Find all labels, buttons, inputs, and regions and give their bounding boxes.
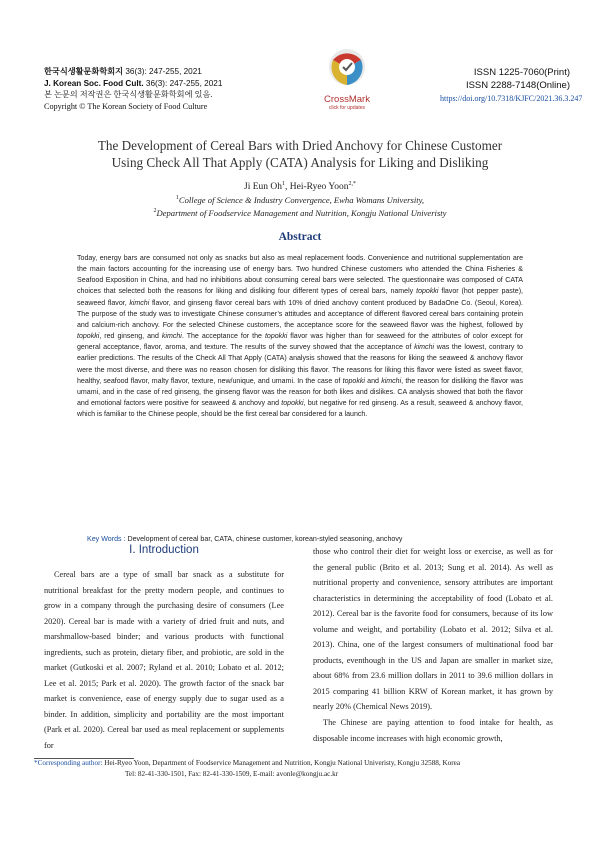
issn-print: ISSN 1225-7060(Print) [473,67,570,78]
author-1: Ji Eun Oh [244,182,282,193]
section-heading-introduction: I. Introduction [129,544,199,556]
affiliation-1: College of Science & Industry Convergence, Ewha Womans University, [178,194,425,205]
intro-paragraph-2: The Chinese are paying attention to food intake for health, as disposable income increases with high economic growth, [313,718,553,743]
abstract-italic: topokki [77,333,100,341]
paper-title [40,137,560,171]
journal-name-en: J. Korean Soc. Food Cult. [44,78,144,88]
abstract-italic: kimchi [414,344,435,352]
abstract-seg: , red ginseng, and [99,333,162,341]
journal-citation-ko: 36(3): 247-255, 2021 [123,67,202,76]
abstract-seg: flavor (hot pepper paste), seaweed flavor, [77,288,524,307]
title-line-1: The Development of Cereal Bars with Dried Anchovy for Chinese Customer [97,138,503,153]
keywords-text: Development of cereal bar, CATA, chinese customer, korean-styled seasoning, anchovy [125,535,403,543]
authors [40,178,560,193]
abstract-heading: Abstract [278,231,322,243]
affiliation-2: Department of Foodservice Management and Nutrition, Kongju National Univeristy [156,208,447,219]
copyright-ko: 본 논문의 저작권은 한국식생활문화학회에 있음. [44,90,213,100]
intro-paragraph-1: Cereal bars are a type of small bar snack as a substitute for nutritional breakfast for the pretty modern people, and continues to grow in a company through the purchasing desire of consumers (Lee 2020). Cereal bar is made with a variety of dried fruit and nuts, and marshmallow-based binder; and various products with functional ingredients, such as protein, dietary fiber, and probiotic, are sold in the market (Gutkoski et al. 2007; Ryland et al. 2010; Lobato et al. 2012; Lee et al. 2015; Park et al. 2020). The growth factor of the snack bar market is convenience, ease of energy supply due to sugar used as a binder. In addition, simplicity and portability are the most important (Park et al. 2020). Cereal bar used as meal replacement or supplements for [44,570,284,751]
author-2: Hei-Ryeo Yoon [289,182,349,193]
abstract-seg: . The acceptance for the [181,333,265,341]
aff-2-sup: 2 [153,208,157,215]
left-column [44,567,284,754]
abstract-seg: , but negative for red ginseng. As a result, seaweed & anchovy flavor, which is familiar to the Chinese people, should be the first cereal bar considered for a launch. [77,400,524,419]
affiliations [40,193,560,220]
intro-paragraph-1-cont: those who control their diet for weight loss or exercise, as well as for the general public (Brito et al. 2013; Sung et al. 2014). As well as nutritional property and convenience, sensory attributes are important characteristics in determining the acceptability of food (Lobato et al. 2012). Cereal bar is the favorite food for consumers, because of its low volume and weight, and portability (Lobato et al. 2012; Silva et al. 2013). China, one of the largest consumers of multinational food bar products, eventhough in the US and Japan are smaller in market size, about 68% from 23.6 million dollars in 2011 to 39.6 million dollars in 2015 comparing 41 billion KRW of Korean market, it has grown by nearly 20% (Chemical News 2019). [313,547,553,712]
abstract-italic: topokki [264,333,288,341]
abstract-seg: , the reason for disliking the flavor was umami, and in the case of red ginseng, the ginseng flavor was the reason for both likes and dislikes. CA analysis showed that both the flavor and emotional factors were positive for seaweed & anchovy and [77,377,523,408]
abstract-italic: topokki [342,377,365,385]
journal-header [44,66,304,112]
abstract-seg: flavor, and ginseng flavor cereal bars with 10% of dried anchovy content produced by BadaOne Co. (Seoul, Korea). The purpose of the study was to investigate Chinese consumer’s attitudes and acceptance of different flavored cereal bars containing protein and calcium-rich anchovy. For the selected Chinese customers, the acceptance score for the seaweed flavor was the highest, followed by [77,299,523,329]
issn-online: ISSN 2288-7148(Online) [465,80,570,91]
crossmark-badge[interactable] [317,46,377,111]
crossmark-sub: click for updates [328,105,366,111]
keywords [87,535,527,543]
journal-name-ko: 한국식생활문화학회지 [44,67,124,76]
abstract-italic: kimchi [381,377,402,385]
author-1-sup: 1 [282,181,285,187]
doi-link[interactable]: https://doi.org/10.7318/KJFC/2021.36.3.247 [440,94,583,103]
keywords-label: Key Words : [87,535,126,543]
footnote-line-2: Tel: 82-41-330-1501, Fax: 82-41-330-1509, E-mail: avonle@kongju.ac.kr [125,769,339,778]
abstract-text [77,253,523,420]
abstract-seg: flavor was higher than for seaweed for the attributes of color except for general acceptance, flavor, aroma, and texture. The results of the survey showed that the acceptance of [77,333,524,352]
footnote-label: *Corresponding author: [34,759,103,767]
abstract-italic: kimchi [161,333,182,341]
author-2-sup: 2,* [348,181,356,187]
aff-1-sup: 1 [175,195,179,201]
crossmark-icon [327,46,367,90]
journal-citation-en: 36(3): 247-255, 2021 [143,78,223,88]
abstract-seg: and [364,377,382,385]
copyright-en: Copyright © The Korean Society of Food Culture [44,101,208,111]
abstract-italic: kimchi [129,299,150,307]
title-line-2: Using Check All That Apply (CATA) Analysis for Liking and Disliking [111,155,489,170]
abstract-italic: topokki [281,400,304,408]
abstract-seg: was the lowest, contrary to earlier predictions. The results of the Check All That Apply (CATA) analysis showed that the reasons for liking the seaweed & anchovy flavor were the most diverse, and there was no reason chosen for disliking this flavor. The reasons for liking this flavor were listed as sweet flavor, healthy, seafood flavor, malty flavor, texture, new/unique, and umami. In the case of [77,344,523,385]
author-sep: , [285,182,290,193]
issn-block [440,66,583,105]
crossmark-label: CrossMark [324,94,370,105]
footnote-line-1: Hei-Ryeo Yoon, Department of Foodservice Management and Nutrition, Kongju National Univeristy, Kongju 32588, Korea [102,759,461,767]
abstract-italic: topokki [416,288,439,296]
abstract-seg: Today, energy bars are consumed not only as snacks but also as meal replacement foods. Convenience and nutritional supplementation are the main factors accounting for the increasing use of energy bars. Two hundred Chinese customers who attended the China Fisheries & Seafood Exposition in China, and had no inhibitions about consuming cereal bars were selected. The questionnaire was composed of CATA choices that selected both the reasons for liking and disliking four different types of cereal bars, namely [77,255,523,296]
right-column [313,544,553,746]
footnote [34,758,574,779]
